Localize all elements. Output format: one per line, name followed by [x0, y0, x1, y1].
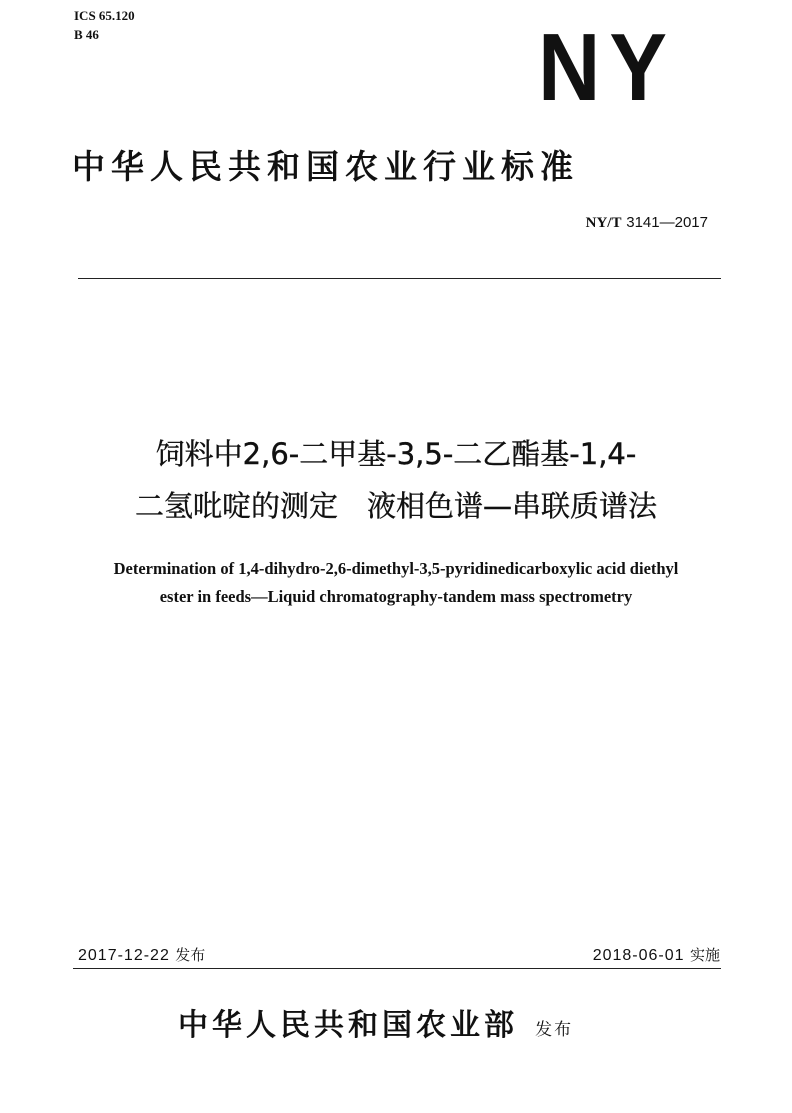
issue-date-label: 发布	[175, 946, 206, 964]
publisher	[178, 1004, 573, 1048]
implementation-date-label: 实施	[689, 946, 720, 964]
implementation-date	[593, 944, 720, 967]
standard-code-prefix: NY/T	[585, 215, 622, 231]
document-title-en-line2: ester in feeds—Liquid chromatography-tandem mass spectrometry	[159, 587, 633, 606]
footer-divider	[73, 968, 721, 969]
standard-category-title: 中华人民共和国农业行业标准	[72, 147, 579, 186]
publisher-label: 发布	[535, 1020, 574, 1040]
issue-date-value: 2017-12-22	[78, 947, 170, 964]
publisher-name: 中华人民共和国农业部	[178, 1008, 518, 1043]
document-title-en-line1: Determination of 1,4-dihydro-2,6-dimethyl-3,5-pyridinedicarboxylic acid diethyl	[113, 559, 679, 578]
implementation-date-value: 2018-06-01	[592, 947, 685, 964]
ny-logo: NY	[538, 14, 677, 121]
header-divider	[78, 278, 721, 279]
issue-date	[78, 944, 205, 967]
standard-code-number: 3141—2017	[626, 214, 708, 231]
document-title-cn-line1: 饲料中2,6-二甲基-3,5-二乙酯基-1,4-	[155, 437, 637, 471]
standard-code	[586, 212, 708, 233]
ccs-code: B 46	[74, 27, 99, 42]
document-title-cn-line2: 二氢吡啶的测定 液相色谱—串联质谱法	[134, 489, 657, 523]
ics-code: ICS 65.120	[74, 8, 135, 23]
